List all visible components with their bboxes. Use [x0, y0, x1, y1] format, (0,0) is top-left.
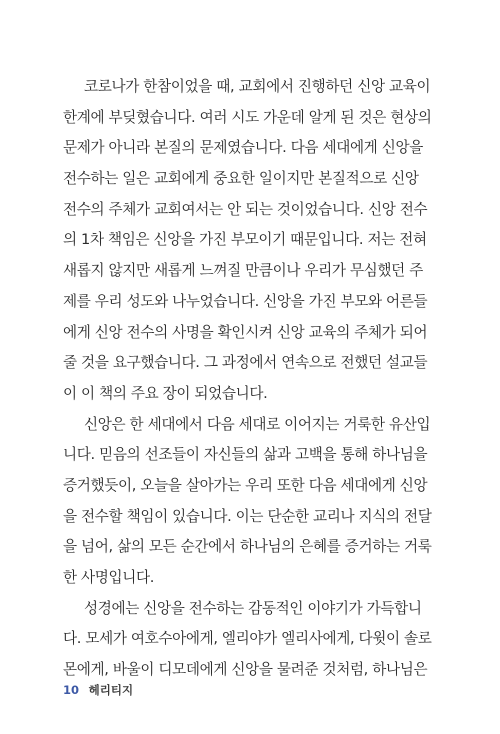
text-line: 줄 것을 요구했습니다. 그 과정에서 연속으로 전했던 설교들: [63, 354, 428, 372]
text-line: 을 넘어, 삶의 모든 순간에서 하나님의 은혜를 증거하는 거룩: [63, 538, 432, 556]
text-line: 한계에 부딪혔습니다. 여러 시도 가운데 알게 된 것은 현상의: [63, 108, 432, 126]
text-line: 한 사명입니다.: [63, 569, 155, 586]
text-line: 에게 신앙 전수의 사명을 확인시켜 신앙 교육의 주체가 되어: [63, 323, 428, 341]
body-text: [63, 72, 453, 686]
text-line: 전수의 주체가 교회여서는 안 되는 것이었습니다. 신앙 전수: [63, 200, 428, 218]
text-line: 몬에게, 바울이 디모데에게 신앙을 물려준 것처럼, 하나님은: [63, 661, 428, 679]
text-line: 을 전수할 책임이 있습니다. 이는 단순한 교리나 지식의 전달: [63, 507, 432, 525]
paragraph-3: [63, 594, 453, 686]
text-line: 문제가 아니라 본질의 문제였습니다. 다음 세대에게 신앙을: [63, 139, 423, 157]
text-line: 성경에는 신앙을 전수하는 감동적인 이야기가 가득합니: [84, 599, 422, 617]
text-line: 제를 우리 성도와 나누었습니다. 신앙을 가진 부모와 어른들: [63, 292, 428, 310]
text-line: 이 이 책의 주요 장이 되었습니다.: [63, 384, 268, 402]
text-line: 증거했듯이, 오늘을 살아가는 우리 또한 다음 세대에게 신앙: [63, 476, 428, 494]
paragraph-1: [63, 72, 453, 410]
text-line: 새롭지 않지만 새롭게 느껴질 만큼이나 우리가 무심했던 주: [63, 262, 423, 280]
text-line: 전수하는 일은 교회에게 중요한 일이지만 본질적으로 신앙: [63, 170, 419, 188]
page-footer: [63, 680, 133, 700]
text-line: 신앙은 한 세대에서 다음 세대로 이어지는 거룩한 유산입: [84, 415, 431, 433]
running-title: 헤리티지: [88, 683, 134, 697]
text-line: 의 1차 책임은 신앙을 가진 부모이기 때문입니다. 저는 전혀: [63, 231, 427, 249]
page-number: 10: [63, 683, 80, 697]
paragraph-2: [63, 410, 453, 594]
text-line: 다. 모세가 여호수아에게, 엘리야가 엘리사에게, 다윗이 솔로: [63, 630, 432, 648]
text-line: 코로나가 한참이었을 때, 교회에서 진행하던 신앙 교육이: [84, 78, 431, 95]
text-line: 니다. 믿음의 선조들이 자신들의 삶과 고백을 통해 하나님을: [63, 446, 428, 464]
